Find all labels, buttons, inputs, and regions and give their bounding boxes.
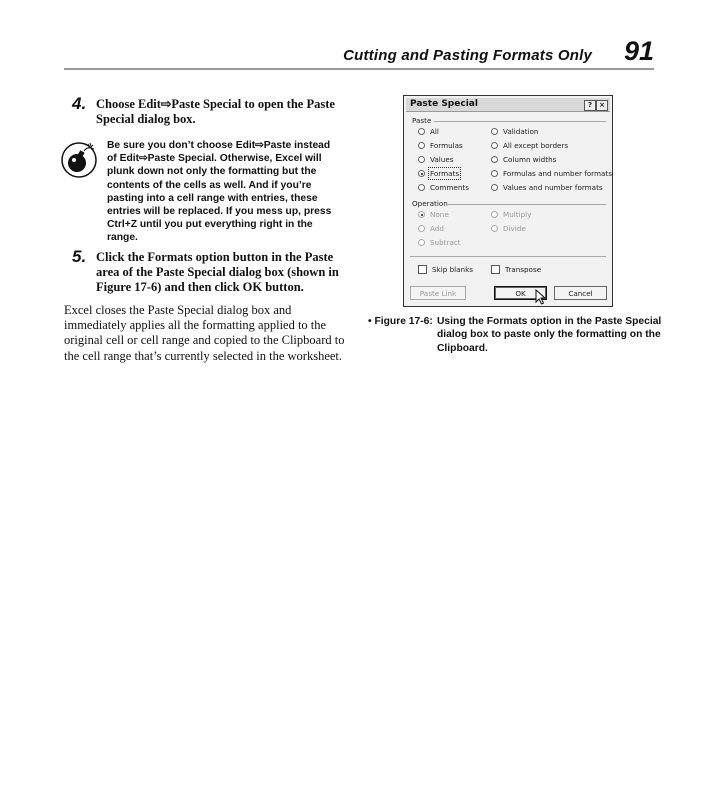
bomb-icon [60, 139, 98, 179]
paste-group-label: Paste [412, 116, 432, 125]
help-button[interactable]: ? [584, 100, 596, 111]
step-number: 4. [72, 94, 87, 113]
step-4 [72, 94, 342, 127]
warning-text: Be sure you don’t choose Edit⇨Paste instead of Edit⇨Paste Special. Otherwise, Excel will plunk down not only the formatting but the contents of the cells as well. And if you’re pasting into a cell range with entries, these entries will be replaced. If you mess up, press Ctrl+Z until you put everything right in the range. [107, 140, 332, 244]
mouse-pointer-icon [535, 289, 547, 305]
ok-button[interactable]: OK [494, 286, 547, 300]
cancel-button[interactable]: Cancel [554, 286, 607, 300]
dialog-title-bar [406, 98, 610, 112]
radio-comments[interactable]: Comments [418, 183, 469, 192]
radio-subtract[interactable]: Subtract [418, 238, 461, 247]
paste-group-line [434, 121, 606, 122]
radio-values-number-formats[interactable]: Values and number formats [491, 183, 603, 192]
radio-none[interactable]: None [418, 210, 449, 219]
warning-note [60, 139, 340, 245]
running-head [64, 36, 654, 70]
dialog-separator [410, 256, 606, 257]
step-number: 5. [72, 247, 87, 266]
figure-caption [368, 315, 668, 355]
radio-all-except-borders[interactable]: All except borders [491, 141, 568, 150]
operation-group-label: Operation [412, 199, 448, 208]
step-text: Choose Edit⇨Paste Special to open the Paste Special dialog box. [96, 97, 335, 126]
radio-validation[interactable]: Validation [491, 127, 539, 136]
body-paragraph: Excel closes the Paste Special dialog box and immediately applies all the formatting applied to the original cell or cell range and copied to the Clipboard to the cell range that’s currently selected in the worksheet. [64, 303, 345, 363]
radio-add[interactable]: Add [418, 224, 444, 233]
dialog-title: Paste Special [410, 99, 478, 109]
radio-column-widths[interactable]: Column widths [491, 155, 556, 164]
radio-all[interactable]: All [418, 127, 439, 136]
running-title: Cutting and Pasting Formats Only [343, 47, 592, 64]
radio-values[interactable]: Values [418, 155, 453, 164]
figure-caption-text: Using the Formats option in the Paste Special dialog box to paste only the formatting on the Clipboard. [437, 316, 662, 354]
close-button[interactable]: × [596, 100, 608, 111]
skip-blanks-checkbox[interactable]: Skip blanks [418, 265, 473, 274]
paste-link-button[interactable]: Paste Link [410, 286, 466, 300]
transpose-checkbox[interactable]: Transpose [491, 265, 541, 274]
radio-formulas-number-formats[interactable]: Formulas and number formats [491, 169, 612, 178]
step-text: Click the Formats option button in the Paste area of the Paste Special dialog box (shown in Figure 17-6) and then click OK button. [96, 250, 339, 294]
page-number: 91 [623, 36, 654, 66]
radio-multiply[interactable]: Multiply [491, 210, 531, 219]
step-5 [72, 247, 342, 295]
figure-label: • Figure 17-6: [368, 316, 433, 327]
operation-group-line [448, 204, 606, 205]
paste-special-dialog [403, 95, 613, 307]
radio-formats[interactable]: Formats [418, 169, 459, 178]
radio-divide[interactable]: Divide [491, 224, 526, 233]
radio-formulas[interactable]: Formulas [418, 141, 463, 150]
